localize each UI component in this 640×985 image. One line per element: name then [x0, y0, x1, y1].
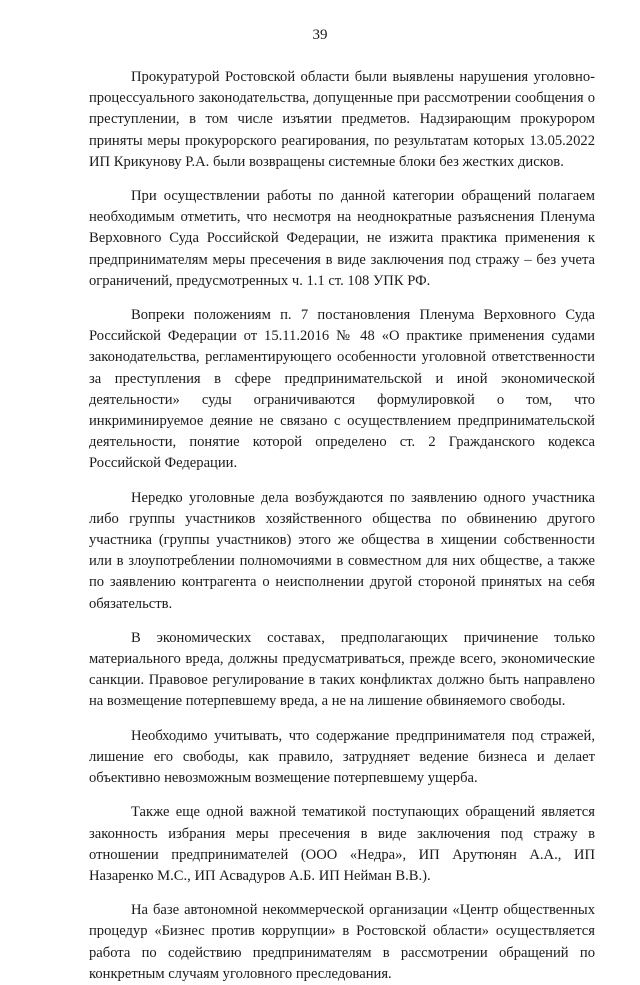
paragraph-detention-practice: При осуществлении работы по данной категории обращений полагаем необходимым отметить, что несмотря на неоднократные разъяснения Пленума Верховного Суда Российской Федерации, не изжита практика применения к предпринимателям меры пресечения в виде заключения под стражу – без учета ограничений, предусмотренных ч. 1.1 ст. 108 УПК РФ. [89, 188, 595, 289]
paragraph-business-against-corruption: На базе автономной некоммерческой организации «Центр общественных процедур «Бизнес против коррупции» в Ростовской области» осуществляется работа по содействию предпринимателям в рассмотрении обращений по конкретным случаям уголовного преследования. [89, 902, 595, 982]
page-number: 39 [312, 27, 328, 43]
paragraph-seizure-violations: Прокуратурой Ростовской области были выявлены нарушения уголовно-процессуального законодательства, допущенные при рассмотрении сообщения о преступлении, в том числе изъятии предметов. Надзирающим прокурором приняты меры прокурорского реагирования, по результатам которых 13.05.2022 ИП Крикунову Р.А. были возвращены системные блоки без жестких дисков. [89, 69, 595, 170]
paragraph-detention-legality: Также еще одной важной тематикой поступающих обращений является законность избрания меры пресечения в виде заключения под стражу в отношении предпринимателей (ООО «Недра», ИП Арутюнян А.А., ИП Назаренко М.С., ИП Асвадуров А.Б. ИП Нейман В.В.). [89, 804, 595, 884]
paragraph-plenum-resolution: Вопреки положениям п. 7 постановления Пленума Верховного Суда Российской Федерации от 15.11.2016 № 48 «О практике применения судами законодательства, регламентирующего особенности уголовной ответственности за преступления в сфере предпринимательской и иной экономической деятельности» суды ограничиваются формулировкой о том, что инкриминируемое деяние не связано с осуществлением предпринимательской деятельности, понятие которой определено ст. 2 Гражданского кодекса Российской Федерации. [89, 307, 595, 472]
paragraph-criminal-cases-participants: Нередко уголовные дела возбуждаются по заявлению одного участника либо группы участников хозяйственного общества по обвинению другого участника (группы участников) этого же общества в хищении собственности или в злоупотреблении полномочиями в совместном для них обществе, а также по заявлению контрагента о неисполнении другой стороной принятых на себя обязательств. [89, 489, 595, 612]
paragraph-business-impact: Необходимо учитывать, что содержание предпринимателя под стражей, лишение его свободы, как правило, затрудняет ведение бизнеса и делает объективно невозможным возмещение потерпевшему ущерба. [89, 727, 595, 787]
page-body [89, 67, 595, 985]
paragraph-economic-sanctions: В экономических составах, предполагающих причинение только материального вреда, должны предусматриваться, прежде всего, экономические санкции. Правовое регулирование в таких конфликтах должно быть направлено на возмещение потерпевшему вреда, а не на лишение обвиняемого свободы. [89, 629, 595, 710]
